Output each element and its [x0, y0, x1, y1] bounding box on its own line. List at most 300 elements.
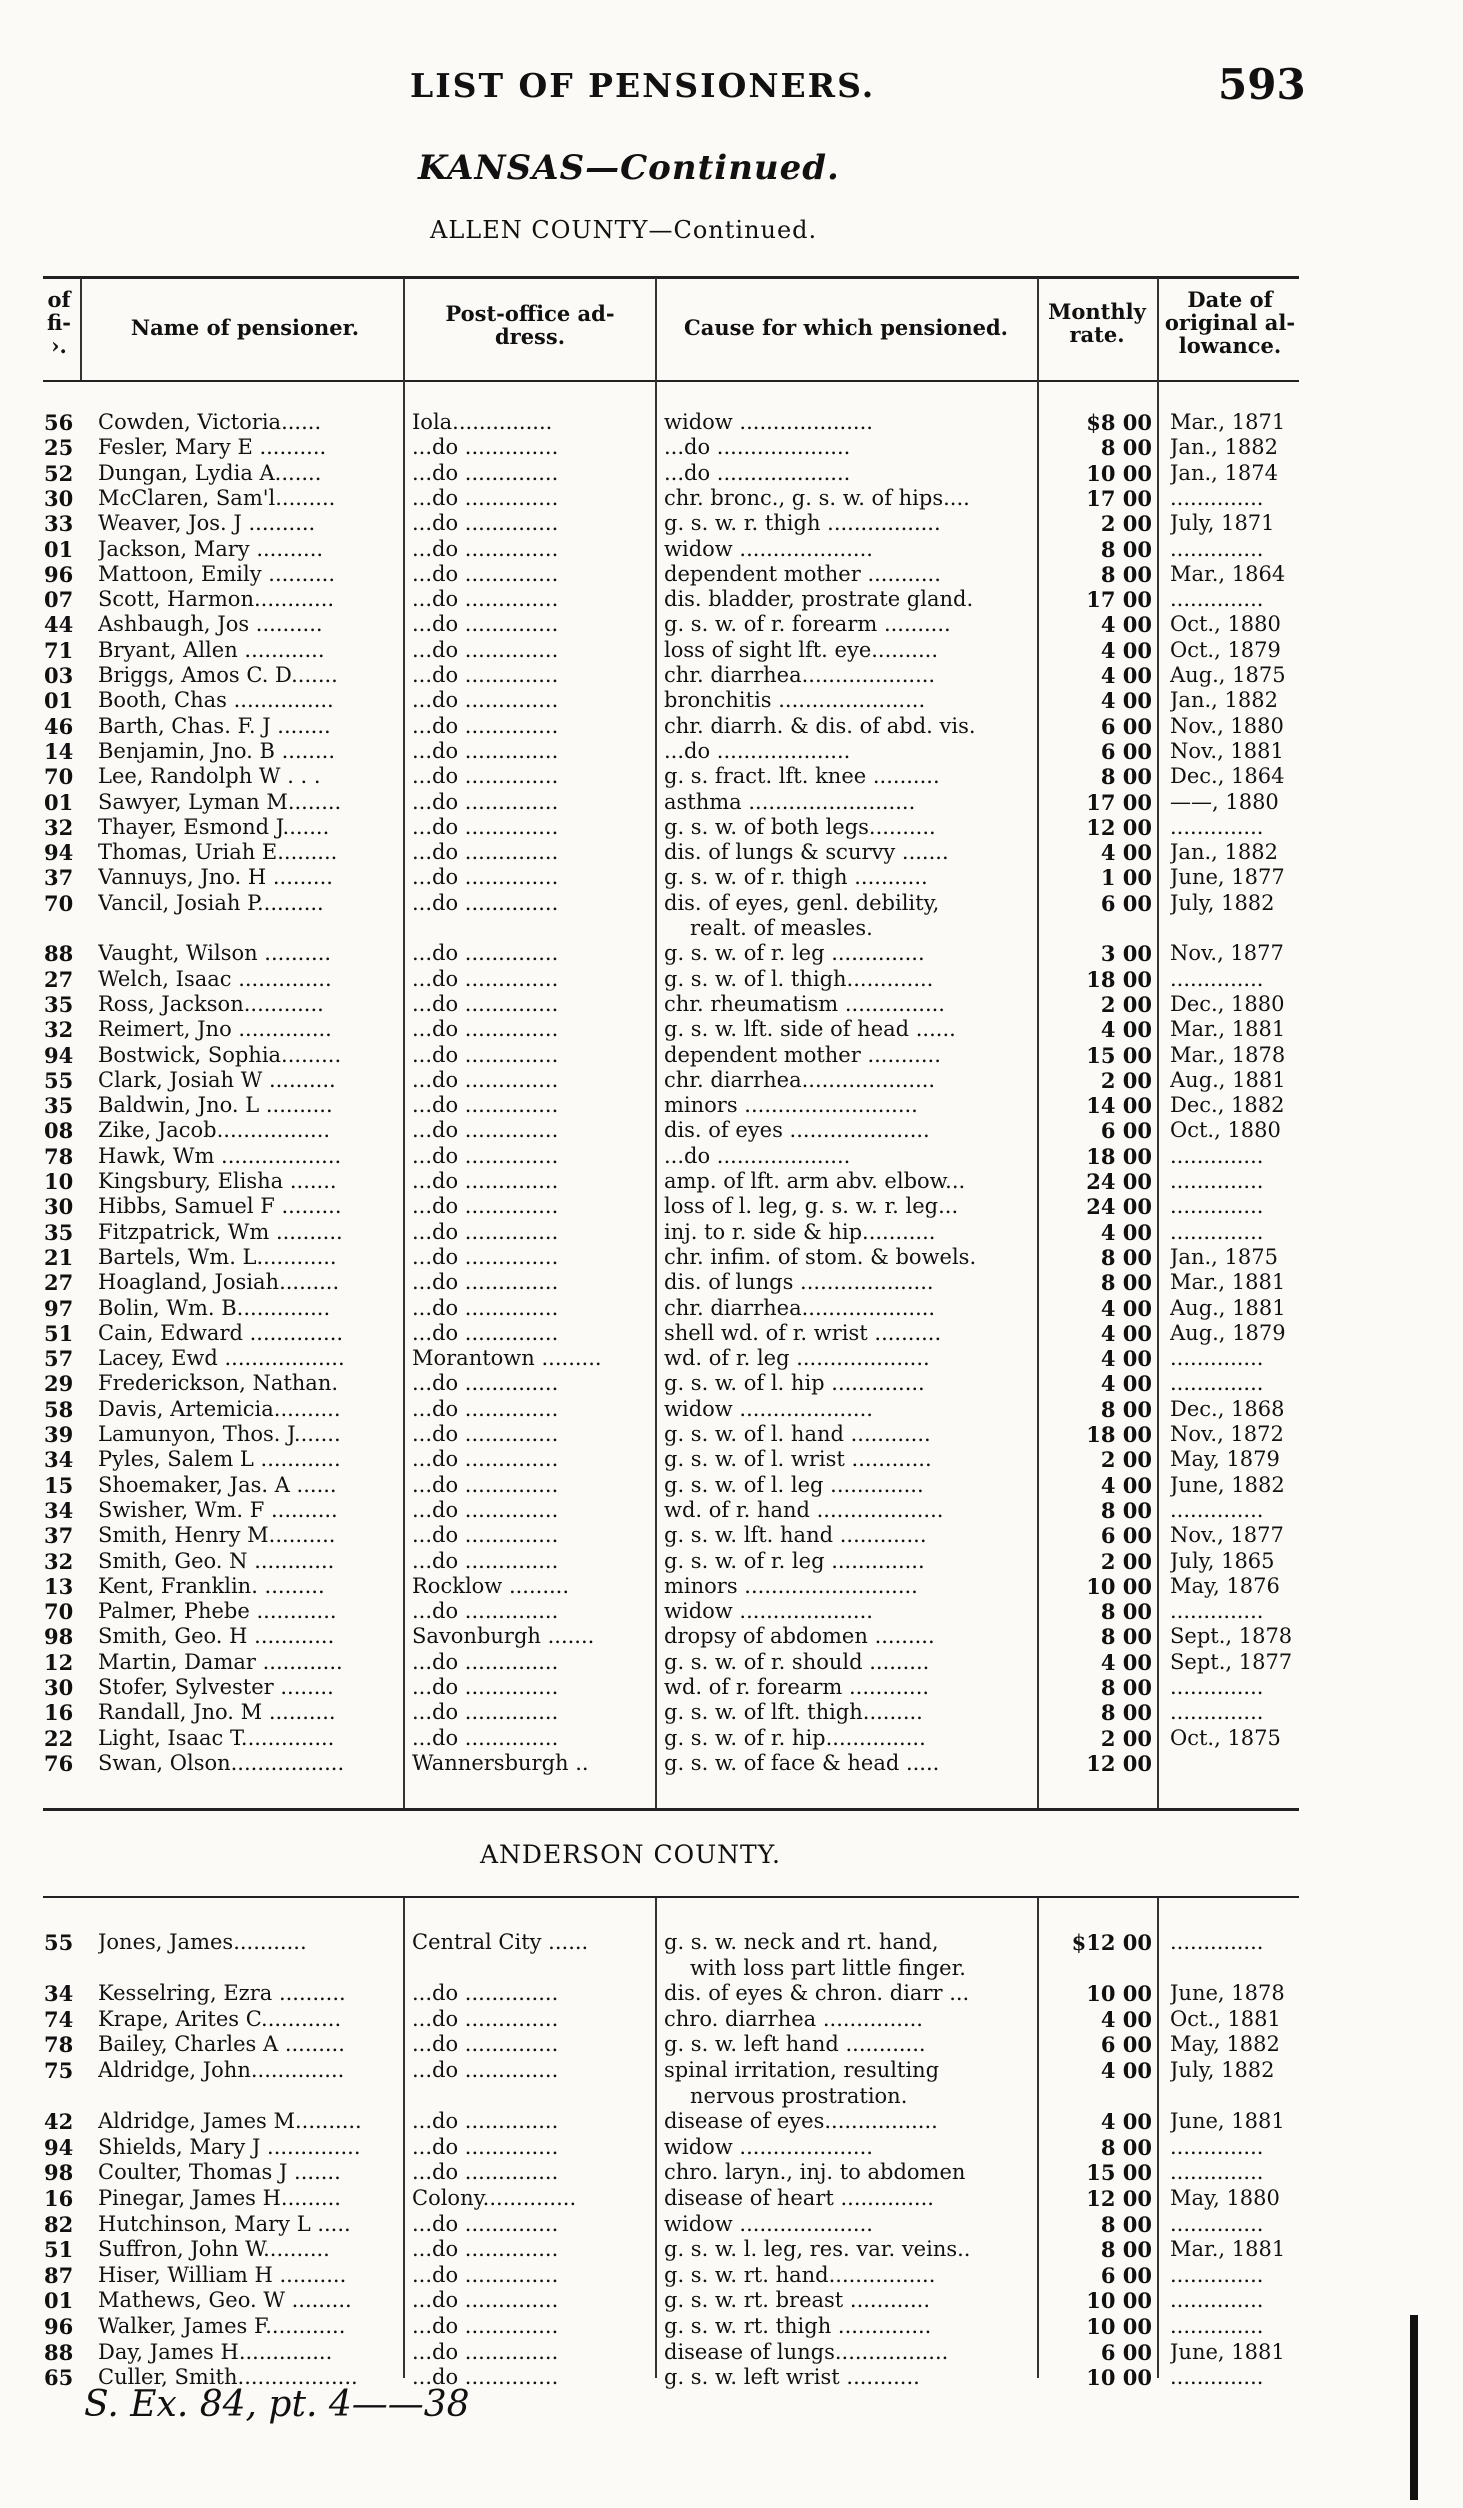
monthly-rate: 4 00 [1100, 1295, 1152, 1321]
cause: g. s. w. of l. hip .............. [664, 1371, 925, 1396]
cert-number: 51 [44, 1320, 74, 1346]
pensioner-name: Jackson, Mary .......... [98, 536, 324, 561]
monthly-rate: 2 00 [1100, 1447, 1152, 1473]
table-top-rule [43, 276, 1299, 279]
cause: chro. diarrhea ............... [664, 2006, 923, 2031]
post-office: ...do .............. [412, 435, 559, 460]
monthly-rate: 6 00 [1100, 1523, 1152, 1549]
cause: chr. diarrhea.................... [664, 663, 936, 687]
table-row [0, 587, 1463, 613]
post-office: ...do .............. [412, 1472, 559, 1497]
allowance-date: .............. [1170, 2365, 1264, 2390]
table-row [0, 638, 1463, 664]
cert-number: 35 [44, 991, 74, 1017]
table-row [0, 1043, 1463, 1069]
cert-number: 01 [44, 789, 74, 815]
post-office: ...do .............. [412, 1093, 559, 1118]
monthly-rate: $12 00 [1071, 1930, 1152, 1955]
cert-number: 71 [44, 637, 74, 663]
cert-number: 01 [44, 2288, 74, 2314]
post-office: ...do .............. [412, 2160, 559, 2185]
post-office: ...do .............. [412, 1219, 559, 1244]
pensioner-name: Jones, James........... [98, 1930, 307, 1954]
allowance-date: .............. [1170, 1194, 1264, 1219]
cert-number: 65 [44, 2365, 74, 2391]
monthly-rate: 17 00 [1086, 485, 1152, 511]
cert-number: 27 [44, 1270, 74, 1296]
cert-number: 88 [44, 2339, 74, 2365]
monthly-rate: 4 00 [1100, 2006, 1152, 2032]
cert-number: 70 [44, 764, 74, 790]
monthly-rate: 8 00 [1100, 1244, 1152, 1270]
table-row [0, 2160, 1463, 2186]
pensioner-name: Welch, Isaac .............. [98, 966, 332, 991]
table-row [0, 1624, 1463, 1650]
cert-number: 21 [44, 1244, 74, 1270]
allowance-date: Nov., 1881 [1170, 738, 1284, 763]
pensioner-name: Mathews, Geo. W ......... [98, 2288, 352, 2313]
cause: g. s. w. r. thigh ................. [664, 511, 941, 536]
allowance-date: Oct., 1879 [1170, 637, 1281, 662]
post-office: ...do .............. [412, 1118, 559, 1143]
monthly-rate: 18 00 [1086, 966, 1152, 992]
monthly-rate: 10 00 [1086, 460, 1152, 486]
post-office: ...do .............. [412, 1523, 559, 1548]
cause: g. s. w. of lft. thigh......... [664, 1700, 923, 1725]
pensioner-name: Thomas, Uriah E......... [98, 840, 338, 865]
cert-number: 08 [44, 1118, 74, 1144]
post-office: ...do .............. [412, 2006, 559, 2031]
cause: g. s. w. rt. breast ............ [664, 2288, 931, 2313]
allowance-date: Jan., 1874 [1170, 460, 1278, 485]
table-row [0, 1751, 1463, 1777]
cert-number: 94 [44, 840, 74, 866]
pensioner-name: Walker, James F............ [98, 2314, 346, 2338]
pensioner-name: Lamunyon, Thos. J....... [98, 1422, 341, 1446]
col-header-date: Date of original al- lowance. [1164, 287, 1296, 358]
pensioner-name: Barth, Chas. F. J ........ [98, 713, 331, 738]
cause: ...do .................... [664, 435, 851, 460]
table-row [0, 2212, 1463, 2238]
monthly-rate: 10 00 [1086, 2365, 1152, 2391]
monthly-rate: 8 00 [1100, 2134, 1152, 2160]
table-row [0, 1549, 1463, 1575]
cause: chr. diarrhea.................... [664, 1067, 936, 1092]
cause: dis. bladder, prostrate gland. [664, 587, 974, 612]
cause: g. s. w. lft. side of head ...... [664, 1017, 956, 1042]
cert-number: 07 [44, 587, 74, 613]
cert-number: 96 [44, 561, 74, 587]
cause: inj. to r. side & hip........... [664, 1219, 936, 1244]
table-row [0, 890, 1463, 940]
page-number: 593 [1218, 60, 1306, 109]
pensioner-name: Suffron, John W.......... [98, 2237, 330, 2262]
col-header-cert: of fi- ›. [47, 287, 71, 358]
cause: chro. laryn., inj. to abdomen [664, 2160, 966, 2185]
monthly-rate: 2 00 [1100, 511, 1152, 537]
col-header-cause: Cause for which pensioned. [684, 315, 1008, 340]
allowance-date: Oct., 1880 [1170, 612, 1281, 637]
cause: disease of heart .............. [664, 2186, 934, 2210]
table-row [0, 992, 1463, 1018]
cause: wd. of r. forearm ............ [664, 1675, 930, 1699]
cause: widow .................... [664, 2134, 873, 2159]
allowance-date: May, 1876 [1170, 1573, 1280, 1598]
monthly-rate: 4 00 [1100, 1371, 1152, 1397]
allowance-date: .............. [1170, 1675, 1264, 1699]
pensioner-name: Swisher, Wm. F .......... [98, 1497, 338, 1522]
table-row [0, 612, 1463, 638]
col-divider [80, 278, 82, 380]
allowance-date: Aug., 1875 [1170, 663, 1286, 687]
post-office: Colony.............. [412, 2186, 577, 2210]
monthly-rate: 10 00 [1086, 2288, 1152, 2314]
cause: chr. bronc., g. s. w. of hips.... [664, 485, 970, 510]
cause: g. s. w. of r. hip............... [664, 1725, 926, 1750]
cert-number: 37 [44, 1523, 74, 1549]
post-office: ...do .............. [412, 663, 559, 687]
table-row [0, 1422, 1463, 1448]
monthly-rate: 8 00 [1100, 1396, 1152, 1422]
cert-number: 55 [44, 1930, 74, 1955]
cert-number: 52 [44, 460, 74, 486]
cert-number: 14 [44, 738, 74, 764]
table-row [0, 1523, 1463, 1549]
allowance-date: Jan., 1875 [1170, 1244, 1278, 1269]
monthly-rate: 4 00 [1100, 1472, 1152, 1498]
monthly-rate: 4 00 [1100, 1017, 1152, 1043]
table-row [0, 1498, 1463, 1524]
monthly-rate: 8 00 [1100, 1624, 1152, 1650]
table-row [0, 790, 1463, 816]
pensioner-name: Kent, Franklin. ......... [98, 1573, 325, 1598]
post-office: ...do .............. [412, 865, 559, 890]
allowance-date: .............. [1170, 814, 1264, 839]
cause: g. s. w. of r. should ......... [664, 1649, 930, 1674]
allowance-date: .............. [1170, 1169, 1264, 1193]
pensioner-name: Aldridge, John.............. [98, 2058, 345, 2082]
cause: asthma ......................... [664, 789, 916, 814]
post-office: ...do .............. [412, 587, 559, 612]
table-row [0, 537, 1463, 563]
col-header-rate: Monthly rate. [1048, 299, 1146, 347]
cause: minors .......................... [664, 1093, 918, 1118]
cert-number: 97 [44, 1295, 74, 1321]
cause: dis. of lungs .................... [664, 1270, 934, 1295]
post-office: ...do .............. [412, 1295, 559, 1320]
allowance-date: .............. [1170, 1346, 1264, 1371]
cause: widow .................... [664, 2211, 873, 2236]
table-row [0, 1650, 1463, 1676]
cause: g. s. w. rt. hand................ [664, 2262, 936, 2287]
post-office: ...do .............. [412, 1725, 559, 1750]
table-row [0, 688, 1463, 714]
monthly-rate: 4 00 [1100, 1346, 1152, 1372]
post-office: ...do .............. [412, 1270, 559, 1295]
cause: chr. rheumatism ............... [664, 991, 945, 1016]
table-row [0, 764, 1463, 790]
post-office: ...do .............. [412, 840, 559, 865]
monthly-rate: 6 00 [1100, 1118, 1152, 1144]
monthly-rate: 8 00 [1100, 1675, 1152, 1700]
post-office: Morantown ......... [412, 1346, 602, 1371]
post-office: Rocklow ......... [412, 1573, 570, 1598]
pensioner-name: Kesselring, Ezra .......... [98, 1981, 346, 2006]
post-office: ...do .............. [412, 1244, 559, 1269]
allowance-date: June, 1882 [1170, 1472, 1285, 1497]
monthly-rate: 24 00 [1086, 1169, 1152, 1194]
cause: g. s. w. lft. hand ............. [664, 1523, 927, 1548]
monthly-rate: 1 00 [1100, 865, 1152, 891]
monthly-rate: 8 00 [1100, 764, 1152, 790]
table-row [0, 1700, 1463, 1726]
pensioner-name: Aldridge, James M.......... [98, 2109, 362, 2134]
monthly-rate: 4 00 [1100, 1320, 1152, 1346]
table-row [0, 663, 1463, 689]
table-row [0, 2032, 1463, 2058]
post-office: ...do .............. [412, 991, 559, 1016]
allowance-date: .............. [1170, 1497, 1264, 1522]
cause: g. s. w. of face & head ..... [664, 1750, 940, 1775]
allowance-date: .............. [1170, 2314, 1264, 2338]
pensioner-name: Pinegar, James H......... [98, 2186, 341, 2210]
post-office: ...do .............. [412, 1599, 559, 1624]
cause: g. s. w. of l. leg .............. [664, 1472, 924, 1497]
table-row [0, 739, 1463, 765]
cause-continued: with loss part little finger. [690, 1955, 966, 1980]
pensioner-name: Hawk, Wm .................. [98, 1143, 342, 1168]
pensioner-name: Lacey, Ewd .................. [98, 1346, 345, 1371]
pensioner-name: Zike, Jacob................. [98, 1118, 331, 1143]
pensioner-name: Hutchinson, Mary L ..... [98, 2211, 351, 2236]
allowance-date: Mar., 1881 [1170, 2237, 1286, 2262]
monthly-rate: 15 00 [1086, 2160, 1152, 2186]
cert-number: 94 [44, 1042, 74, 1068]
pensioner-name: Thayer, Esmond J....... [98, 814, 330, 839]
post-office: ...do .............. [412, 1371, 559, 1396]
pensioner-name: Sawyer, Lyman M........ [98, 789, 342, 814]
allowance-date: June, 1878 [1170, 1981, 1285, 2006]
allowance-date: July, 1871 [1170, 511, 1275, 536]
allowance-date: .............. [1170, 966, 1264, 991]
cause: chr. diarrh. & dis. of abd. vis. [664, 713, 976, 738]
cert-number: 16 [44, 1700, 74, 1726]
cert-number: 32 [44, 1548, 74, 1574]
cert-number: 70 [44, 1599, 74, 1625]
pensioner-name: Bryant, Allen ............ [98, 637, 325, 662]
cert-number: 03 [44, 663, 74, 688]
table-row [0, 2314, 1463, 2340]
pensioner-name: Benjamin, Jno. B ........ [98, 738, 335, 763]
allowance-date: Dec., 1882 [1170, 1093, 1285, 1118]
monthly-rate: 4 00 [1100, 1649, 1152, 1675]
table-row [0, 1321, 1463, 1347]
pensioner-name: Day, James H.............. [98, 2339, 333, 2364]
cause: ...do .................... [664, 1143, 851, 1168]
pensioner-name: Shields, Mary J .............. [98, 2134, 361, 2159]
table-row [0, 1245, 1463, 1271]
pensioner-name: Krape, Arites C............ [98, 2006, 342, 2031]
table-row [0, 967, 1463, 993]
pensioner-name: Palmer, Phebe ............ [98, 1599, 337, 1624]
post-office: ...do .............. [412, 561, 559, 586]
post-office: ...do .............. [412, 1320, 559, 1345]
cert-number: 27 [44, 966, 74, 992]
table-row [0, 1599, 1463, 1625]
monthly-rate: 2 00 [1100, 991, 1152, 1017]
allowance-date: .............. [1170, 2160, 1264, 2185]
post-office: ...do .............. [412, 2314, 559, 2338]
cause-continued: realt. of measles. [690, 915, 873, 940]
cert-number: 30 [44, 1194, 74, 1220]
monthly-rate: 2 00 [1100, 1548, 1152, 1574]
cause: g. s. w. l. leg, res. var. veins.. [664, 2237, 971, 2262]
pensioner-name: Ross, Jackson............ [98, 991, 324, 1016]
allowance-date: .............. [1170, 587, 1264, 612]
allowance-date: July, 1865 [1170, 1548, 1275, 1573]
allowance-date: Nov., 1877 [1170, 941, 1284, 966]
cause: dis. of eyes & chron. diarr ... [664, 1981, 970, 2006]
pensioner-name: Martin, Damar ............ [98, 1649, 343, 1674]
cause: dropsy of abdomen ......... [664, 1624, 935, 1649]
cert-number: 78 [44, 2032, 74, 2058]
cert-number: 74 [44, 2006, 74, 2032]
state-title: KANSAS—Continued. [418, 148, 840, 188]
monthly-rate: $8 00 [1086, 410, 1152, 435]
cert-number: 87 [44, 2262, 74, 2288]
post-office: ...do .............. [412, 1169, 559, 1193]
cause: disease of eyes................. [664, 2109, 938, 2134]
pensioner-name: Bailey, Charles A ......... [98, 2032, 345, 2057]
pensioner-name: Bolin, Wm. B.............. [98, 1295, 331, 1320]
monthly-rate: 10 00 [1086, 1573, 1152, 1599]
table-row [0, 1981, 1463, 2007]
pensioner-name: Baldwin, Jno. L .......... [98, 1093, 333, 1118]
pensioner-name: Scott, Harmon............ [98, 587, 335, 612]
allowance-date: Mar., 1871 [1170, 410, 1286, 434]
table-row [0, 562, 1463, 588]
cert-number: 35 [44, 1093, 74, 1119]
monthly-rate: 2 00 [1100, 1067, 1152, 1093]
table-row [0, 2237, 1463, 2263]
cert-number: 30 [44, 1675, 74, 1700]
post-office: ...do .............. [412, 814, 559, 839]
table-row [0, 1447, 1463, 1473]
pensioner-name: Fitzpatrick, Wm .......... [98, 1219, 343, 1244]
pensioner-name: Vannuys, Jno. H ......... [98, 865, 333, 890]
allowance-date: .............. [1170, 2262, 1264, 2287]
cause: g. s. w. neck and rt. hand, [664, 1930, 939, 1954]
monthly-rate: 6 00 [1100, 2339, 1152, 2365]
footer-signature: S. Ex. 84, pt. 4——38 [84, 2384, 470, 2425]
table-row [0, 511, 1463, 537]
pensioner-name: Culler, Smith.................. [98, 2365, 358, 2390]
allowance-date: Dec., 1880 [1170, 991, 1285, 1016]
post-office: ...do .............. [412, 2032, 559, 2057]
monthly-rate: 8 00 [1100, 1497, 1152, 1523]
table-row [0, 941, 1463, 967]
post-office: ...do .............. [412, 1497, 559, 1522]
post-office: ...do .............. [412, 485, 559, 510]
cause: g. s. w. of r. leg .............. [664, 941, 925, 966]
table-row [0, 461, 1463, 487]
post-office: Wannersburgh .. [412, 1750, 589, 1775]
cause: ...do .................... [664, 738, 851, 763]
cause: dependent mother ........... [664, 1042, 941, 1067]
cause: wd. of r. leg .................... [664, 1346, 930, 1371]
allowance-date: .............. [1170, 485, 1264, 510]
table-row [0, 1726, 1463, 1752]
post-office: Central City ...... [412, 1930, 589, 1954]
table-row [0, 1675, 1463, 1701]
monthly-rate: 8 00 [1100, 536, 1152, 562]
monthly-rate: 12 00 [1086, 814, 1152, 840]
cause: widow .................... [664, 410, 873, 434]
monthly-rate: 8 00 [1100, 435, 1152, 461]
monthly-rate: 4 00 [1100, 612, 1152, 638]
post-office: ...do .............. [412, 2339, 559, 2364]
county-title-allen: ALLEN COUNTY—Continued. [430, 216, 818, 244]
monthly-rate: 8 00 [1100, 1599, 1152, 1625]
post-office: ...do .............. [412, 2109, 559, 2134]
allowance-date: Mar., 1864 [1170, 561, 1286, 586]
allowance-date: July, 1882 [1170, 890, 1275, 915]
allowance-date: June, 1881 [1170, 2339, 1285, 2364]
pensioner-name: Cowden, Victoria...... [98, 410, 322, 434]
monthly-rate: 18 00 [1086, 1143, 1152, 1169]
table-row [0, 2288, 1463, 2314]
monthly-rate: 12 00 [1086, 2186, 1152, 2211]
table-row [0, 2186, 1463, 2212]
monthly-rate: 17 00 [1086, 789, 1152, 815]
pensioner-name: Shoemaker, Jas. A ...... [98, 1472, 337, 1497]
pensioner-name: Bostwick, Sophia......... [98, 1042, 342, 1067]
allowance-date: Aug., 1881 [1170, 1295, 1286, 1320]
post-office: ...do .............. [412, 1017, 559, 1042]
monthly-rate: 15 00 [1086, 1042, 1152, 1068]
allowance-date: Aug., 1879 [1170, 1320, 1286, 1345]
table-row [0, 1068, 1463, 1094]
cause-continued: nervous prostration. [690, 2083, 908, 2108]
cause: amp. of lft. arm abv. elbow... [664, 1169, 966, 1193]
allowance-date: .............. [1170, 1219, 1264, 1244]
cert-number: 12 [44, 1649, 74, 1675]
allowance-date: Mar., 1878 [1170, 1042, 1286, 1067]
post-office: ...do .............. [412, 1042, 559, 1067]
cert-number: 29 [44, 1371, 74, 1397]
cause: shell wd. of r. wrist .......... [664, 1320, 942, 1345]
allowance-date: Oct., 1880 [1170, 1118, 1281, 1143]
table-row [0, 1930, 1463, 1980]
table-row [0, 815, 1463, 841]
cause: spinal irritation, resulting [664, 2058, 940, 2082]
cause: g. s. w. of l. wrist ............ [664, 1447, 932, 1472]
cause: disease of lungs................. [664, 2339, 949, 2364]
post-office: ...do .............. [412, 536, 559, 561]
pensioner-name: Hoagland, Josiah......... [98, 1270, 340, 1295]
pensioner-name: Weaver, Jos. J .......... [98, 511, 316, 536]
cause: g. s. w. of l. hand ............ [664, 1422, 931, 1446]
table-row [0, 1017, 1463, 1043]
table-row [0, 865, 1463, 891]
monthly-rate: 6 00 [1100, 2032, 1152, 2058]
pensioner-name: Hiser, William H .......... [98, 2262, 347, 2287]
post-office: ...do .............. [412, 612, 559, 637]
allowance-date: June, 1877 [1170, 865, 1285, 890]
cert-number: 01 [44, 688, 74, 714]
cert-number: 35 [44, 1219, 74, 1245]
cert-number: 44 [44, 612, 74, 638]
